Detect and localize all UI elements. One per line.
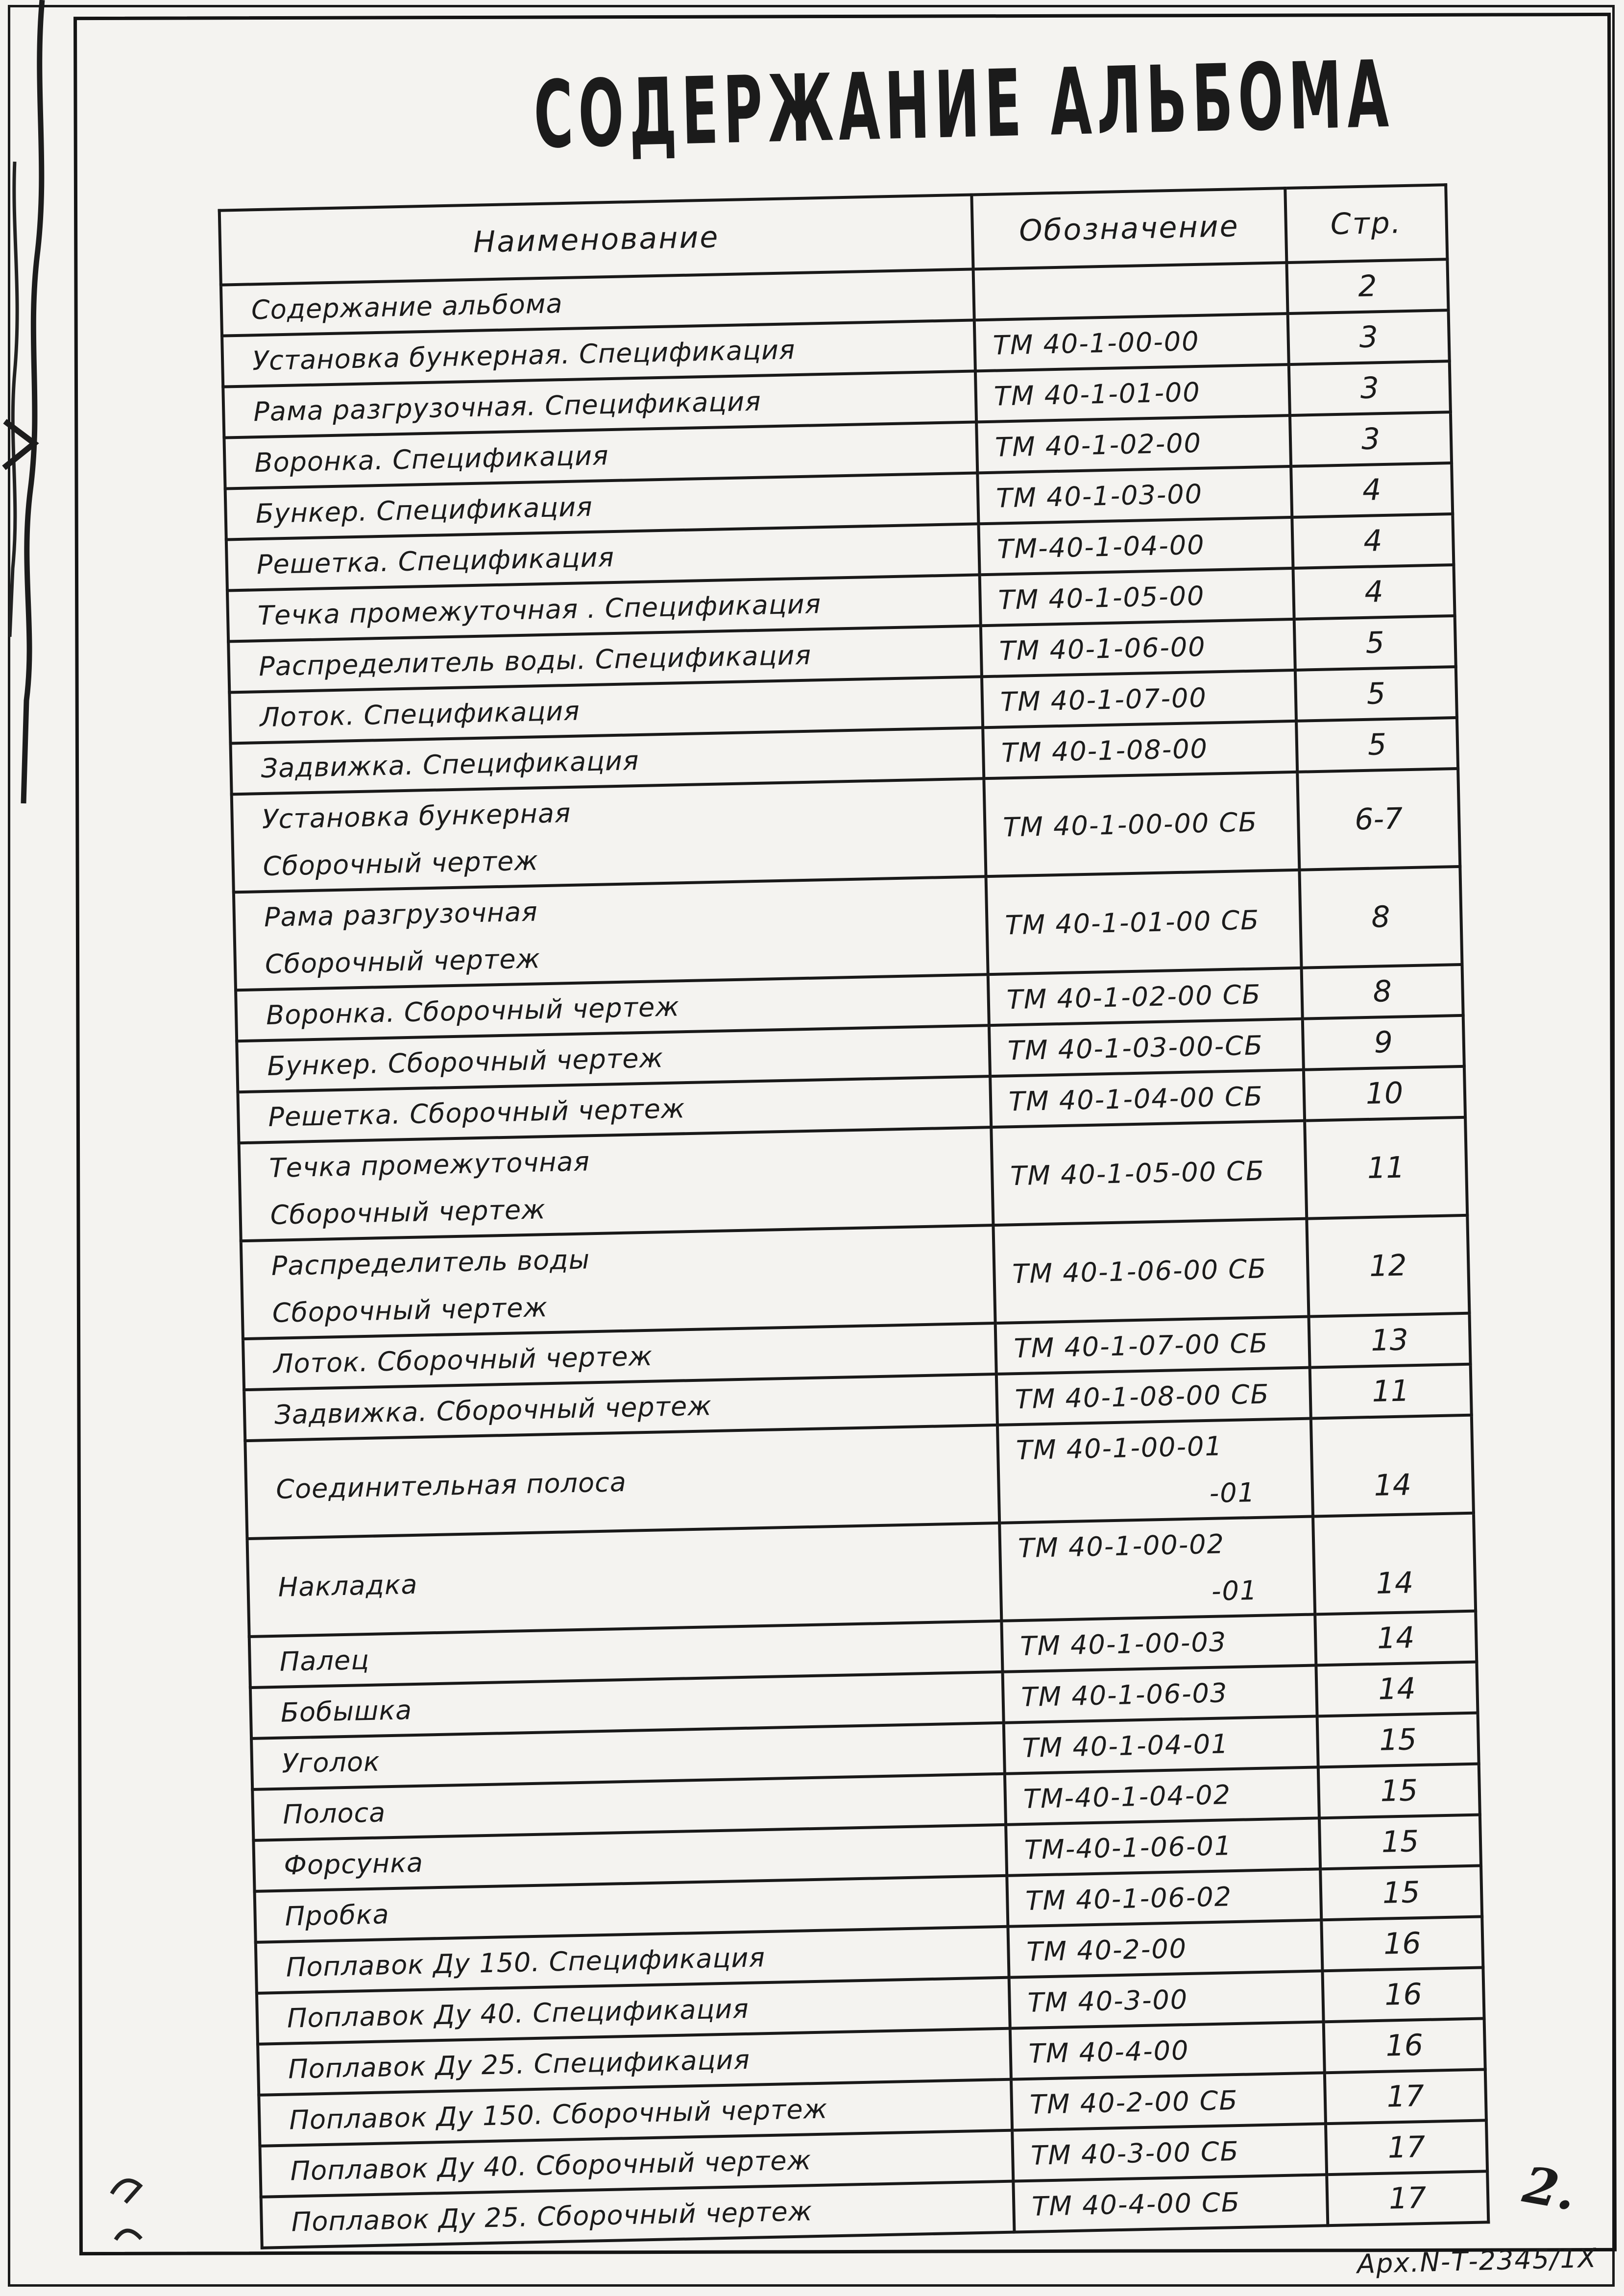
row-name-cell: Воронка. Спецификация bbox=[224, 422, 977, 488]
row-page-cell: 14 bbox=[1315, 1611, 1477, 1666]
page-title bbox=[474, 41, 1395, 169]
row-designation-cell: ТМ 40-1-00-01 -01 bbox=[997, 1419, 1313, 1523]
row-designation-cell: ТМ 40-1-06-00 СБ bbox=[993, 1219, 1309, 1323]
row-name-cell: Бобышка bbox=[250, 1672, 1004, 1739]
row-name-cell: Поплавок Ду 40. Сборочный чертеж bbox=[260, 2130, 1013, 2197]
row-page-cell: 17 bbox=[1327, 2171, 1488, 2225]
row-name-cell: Накладка bbox=[247, 1523, 1002, 1637]
row-page-cell: 2 bbox=[1286, 259, 1448, 314]
row-designation-cell: ТМ 40-1-01-00 СБ bbox=[986, 870, 1302, 974]
row-designation-cell: ТМ 40-4-00 СБ bbox=[1013, 2175, 1328, 2232]
row-name-cell: Бункер. Сборочный чертеж bbox=[237, 1025, 990, 1092]
row-page-cell: 17 bbox=[1325, 2069, 1486, 2124]
row-name-cell: Полоса bbox=[252, 1774, 1006, 1840]
row-designation-cell: ТМ 40-2-00 СБ bbox=[1011, 2073, 1326, 2130]
row-page-cell: 4 bbox=[1291, 463, 1453, 517]
row-designation-cell: ТМ 40-1-08-00 СБ bbox=[996, 1368, 1311, 1425]
row-name-cell: Течка промежуточная Сборочный чертеж bbox=[239, 1127, 994, 1241]
row-name-cell: Решетка. Спецификация bbox=[226, 524, 980, 590]
row-name-cell: Задвижка. Сборочный чертеж bbox=[244, 1374, 997, 1441]
row-page-cell: 14 bbox=[1311, 1415, 1474, 1517]
row-name-cell: Бункер. Спецификация bbox=[225, 473, 979, 539]
row-designation-cell: ТМ-40-1-04-02 bbox=[1005, 1767, 1319, 1824]
row-name-cell: Поплавок Ду 25. Сборочный чертеж bbox=[261, 2181, 1015, 2248]
row-designation-cell: ТМ 40-1-06-02 bbox=[1007, 1869, 1321, 1926]
row-name-cell: Рама разгрузочная. Спецификация bbox=[223, 371, 976, 437]
row-name-cell: Лоток. Спецификация bbox=[229, 677, 983, 743]
row-designation-cell: ТМ 40-1-06-00 bbox=[981, 619, 1295, 677]
row-page-cell: 5 bbox=[1296, 718, 1458, 772]
row-name-cell: Решетка. Сборочный чертеж bbox=[238, 1076, 991, 1143]
row-page-cell: 5 bbox=[1295, 667, 1457, 721]
row-page-cell: 3 bbox=[1290, 412, 1452, 466]
row-name-cell: Палец bbox=[249, 1621, 1003, 1688]
row-name-cell: Лоток. Сборочный чертеж bbox=[243, 1323, 996, 1390]
toc-table bbox=[218, 183, 1490, 2249]
row-designation-cell: ТМ 40-1-05-00 bbox=[980, 568, 1294, 626]
row-page-cell: 8 bbox=[1299, 867, 1462, 968]
header-name-cell: Наименование bbox=[219, 195, 973, 285]
row-designation-cell: ТМ 40-1-02-00 bbox=[976, 415, 1291, 473]
row-name-cell: Соединительная полоса bbox=[245, 1425, 999, 1539]
row-page-cell: 4 bbox=[1292, 514, 1454, 568]
row-name-cell: Поплавок Ду 150. Спецификация bbox=[256, 1927, 1009, 1993]
row-designation-cell: ТМ 40-1-07-00 bbox=[982, 670, 1296, 727]
row-designation-cell: ТМ 40-1-00-00 СБ bbox=[984, 772, 1299, 876]
row-name-cell: Поплавок Ду 25. Спецификация bbox=[258, 2029, 1011, 2095]
row-name-cell: Уголок bbox=[251, 1723, 1005, 1789]
row-page-cell: 15 bbox=[1318, 1764, 1480, 1818]
row-name-cell: Распределитель воды Сборочный чертеж bbox=[241, 1225, 995, 1339]
row-designation-cell: ТМ 40-3-00 bbox=[1009, 1971, 1324, 2028]
row-designation-cell: ТМ 40-2-00 bbox=[1008, 1920, 1322, 1977]
row-page-cell: 15 bbox=[1320, 1865, 1482, 1920]
toc-body bbox=[221, 259, 1488, 2248]
row-name-cell: Пробка bbox=[255, 1876, 1008, 1942]
row-page-cell: 17 bbox=[1326, 2120, 1487, 2175]
row-designation-cell: ТМ 40-1-04-00 СБ bbox=[990, 1070, 1305, 1127]
row-designation-cell bbox=[973, 263, 1288, 320]
row-name-cell: Установка бункерная Сборочный чертеж bbox=[232, 778, 986, 892]
archive-stamp: Арх.N-Т-2345/1Х bbox=[1357, 2242, 1598, 2280]
row-page-cell: 16 bbox=[1321, 1916, 1483, 1971]
row-name-cell: Поплавок Ду 40. Спецификация bbox=[257, 1978, 1010, 2044]
row-designation-cell: ТМ 40-1-07-00 СБ bbox=[995, 1317, 1310, 1374]
row-name-cell: Распределитель воды. Спецификация bbox=[228, 626, 982, 692]
row-designation-cell: ТМ 40-1-03-00 bbox=[977, 466, 1292, 524]
row-designation-cell: ТМ 40-1-00-03 bbox=[1001, 1614, 1316, 1671]
row-designation-cell: ТМ 40-1-03-00-СБ bbox=[989, 1019, 1304, 1076]
page-title-text: СОДЕРЖАНИЕ АЛЬБОМА bbox=[533, 41, 1395, 169]
row-page-cell: 12 bbox=[1307, 1215, 1469, 1317]
row-page-cell: 15 bbox=[1317, 1713, 1479, 1767]
row-designation-cell: ТМ 40-1-08-00 bbox=[983, 721, 1297, 778]
row-page-cell: 4 bbox=[1293, 565, 1454, 619]
row-designation-cell: ТМ-40-1-06-01 bbox=[1006, 1818, 1320, 1875]
row-designation-cell: ТМ-40-1-04-00 bbox=[978, 517, 1293, 575]
row-designation-cell: ТМ 40-1-05-00 СБ bbox=[991, 1121, 1307, 1225]
row-designation-cell: ТМ 40-1-01-00 bbox=[975, 364, 1290, 422]
row-page-cell: 16 bbox=[1322, 1967, 1484, 2022]
row-name-cell: Течка промежуточная . Спецификация bbox=[227, 575, 981, 641]
row-page-cell: 3 bbox=[1288, 310, 1450, 364]
row-page-cell: 8 bbox=[1302, 965, 1463, 1019]
row-page-cell: 14 bbox=[1316, 1662, 1478, 1716]
header-page-cell: Стр. bbox=[1285, 185, 1447, 263]
row-name-cell: Поплавок Ду 150. Сборочный чертеж bbox=[259, 2079, 1012, 2146]
row-page-cell: 11 bbox=[1305, 1117, 1467, 1219]
row-page-cell: 11 bbox=[1310, 1364, 1472, 1419]
row-page-cell: 10 bbox=[1304, 1066, 1465, 1121]
row-page-cell: 13 bbox=[1309, 1313, 1470, 1368]
row-name-cell: Содержание альбома bbox=[221, 269, 974, 336]
handwritten-page-mark: 2. bbox=[1519, 2155, 1581, 2223]
header-designation-cell: Обозначение bbox=[971, 188, 1286, 269]
row-designation-cell: ТМ 40-1-02-00 СБ bbox=[988, 968, 1303, 1025]
row-name-cell: Воронка. Сборочный чертеж bbox=[236, 974, 989, 1041]
row-name-cell: Форсунка bbox=[253, 1825, 1007, 1891]
row-designation-cell: ТМ 40-4-00 bbox=[1010, 2022, 1325, 2079]
row-designation-cell: ТМ 40-1-00-02 -01 bbox=[999, 1517, 1315, 1621]
row-page-cell: 15 bbox=[1319, 1815, 1481, 1869]
row-page-cell: 14 bbox=[1313, 1513, 1476, 1615]
row-name-cell: Установка бункерная. Спецификация bbox=[222, 320, 975, 387]
row-page-cell: 5 bbox=[1294, 616, 1456, 670]
row-page-cell: 3 bbox=[1289, 361, 1451, 415]
row-page-cell: 9 bbox=[1303, 1015, 1464, 1070]
row-designation-cell: ТМ 40-3-00 СБ bbox=[1012, 2124, 1327, 2181]
row-name-cell: Рама разгрузочная Сборочный чертеж bbox=[234, 876, 988, 990]
row-designation-cell: ТМ 40-1-00-00 bbox=[974, 314, 1289, 371]
row-designation-cell: ТМ 40-1-06-03 bbox=[1003, 1665, 1317, 1722]
row-designation-cell: ТМ 40-1-04-01 bbox=[1004, 1716, 1318, 1773]
row-page-cell: 16 bbox=[1324, 2018, 1485, 2073]
row-page-cell: 6-7 bbox=[1297, 769, 1460, 870]
row-name-cell: Задвижка. Спецификация bbox=[230, 727, 984, 794]
